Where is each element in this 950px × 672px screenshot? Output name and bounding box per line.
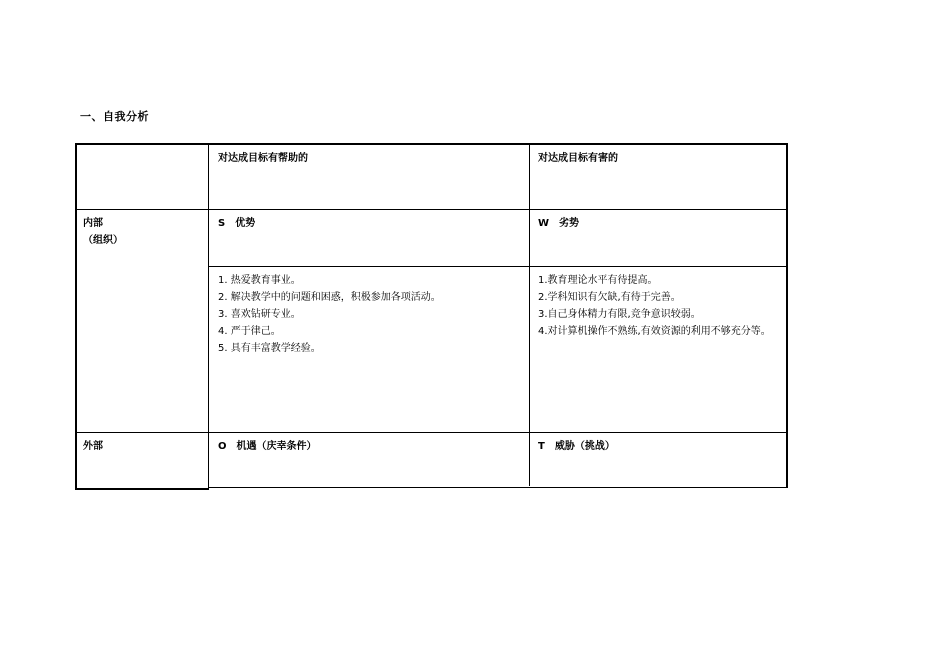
table-border-top xyxy=(75,143,788,145)
internal-label-line1: 内部 xyxy=(83,218,103,229)
table-border-bottom-left xyxy=(75,488,209,490)
list-item: 4. 严于律己。 xyxy=(218,326,281,337)
strengths-title: S 优势 xyxy=(218,218,256,229)
section-title: 一、自我分析 xyxy=(80,110,149,123)
table-border-bottom-right xyxy=(209,487,788,488)
table-border-right xyxy=(786,143,788,488)
list-item: 1. 热爱教育事业。 xyxy=(218,275,301,286)
strengths-list xyxy=(218,272,523,357)
table-border-left xyxy=(75,143,77,490)
list-item: 3. 喜欢钻研专业。 xyxy=(218,309,301,320)
list-item: 1.教育理论水平有待提高。 xyxy=(538,275,658,286)
row-divider-1 xyxy=(75,209,788,210)
column-divider-1 xyxy=(208,143,209,490)
row-divider-3 xyxy=(75,432,788,433)
header-helpful: 对达成目标有帮助的 xyxy=(218,153,308,164)
list-item: 4.对计算机操作不熟练,有效资源的利用不够充分等。 xyxy=(538,326,771,337)
header-harmful: 对达成目标有害的 xyxy=(538,153,618,164)
opportunities-title: O 机遇（庆幸条件） xyxy=(218,441,317,452)
weaknesses-list xyxy=(538,272,781,340)
list-item: 5. 具有丰富教学经验。 xyxy=(218,343,321,354)
list-item: 2. 解决教学中的问题和困惑，积极参加各项活动。 xyxy=(218,292,441,303)
column-divider-2 xyxy=(529,143,530,486)
internal-label-line2: （组织） xyxy=(83,235,123,246)
external-label: 外部 xyxy=(83,441,103,452)
swot-table xyxy=(75,143,788,490)
internal-label xyxy=(83,215,123,249)
weaknesses-title: W 劣势 xyxy=(538,218,580,229)
list-item: 3.自己身体精力有限,竞争意识较弱。 xyxy=(538,309,701,320)
list-item: 2.学科知识有欠缺,有待于完善。 xyxy=(538,292,681,303)
threats-title: T 威胁（挑战） xyxy=(538,441,615,452)
row-divider-2 xyxy=(209,266,788,267)
